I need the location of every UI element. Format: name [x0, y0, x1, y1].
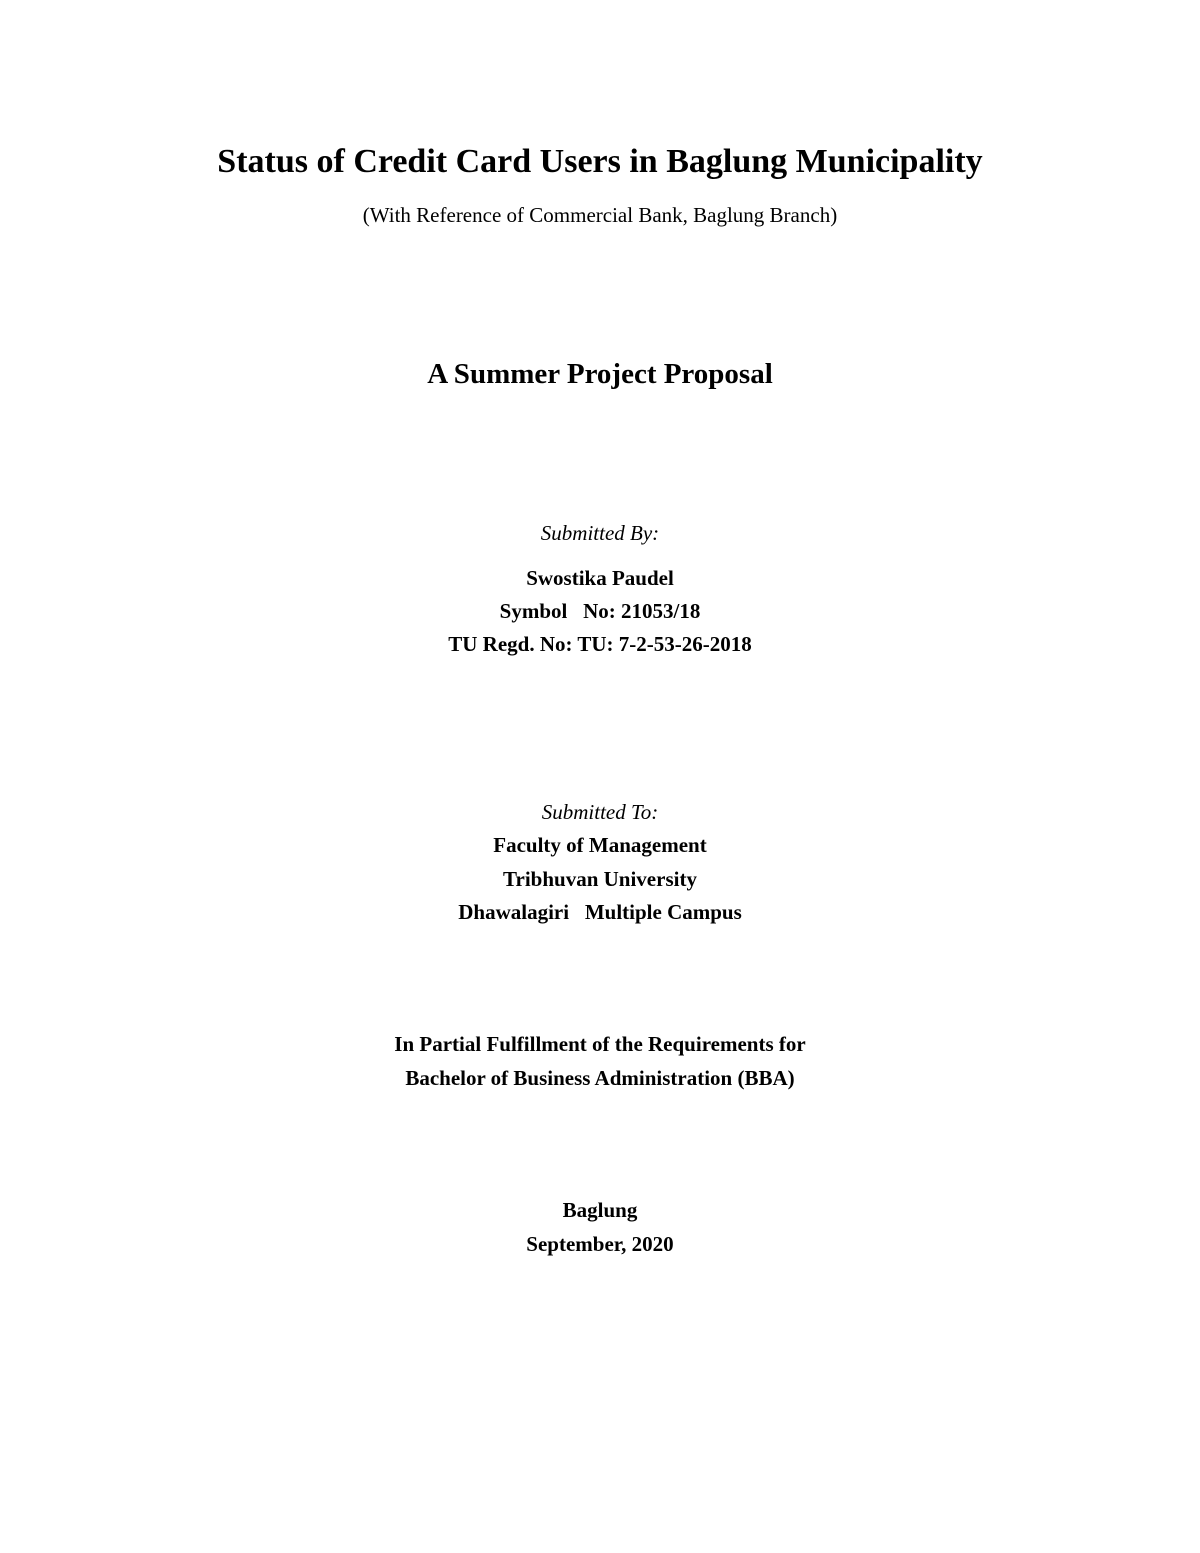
fulfillment-line-2: Bachelor of Business Administration (BBA): [405, 1066, 795, 1090]
faculty-name: Faculty of Management: [493, 833, 707, 857]
submission-date: September, 2020: [526, 1232, 674, 1256]
proposal-type: A Summer Project Proposal: [427, 358, 773, 390]
document-title: Status of Credit Card Users in Baglung Municipality: [217, 143, 983, 180]
document-subtitle: (With Reference of Commercial Bank, Baglung Branch): [362, 203, 838, 227]
university-name: Tribhuvan University: [503, 867, 697, 891]
submitted-to-label: Submitted To:: [541, 800, 659, 824]
fulfillment-line-1: In Partial Fulfillment of the Requirements for: [394, 1032, 806, 1056]
student-name: Swostika Paudel: [526, 566, 674, 590]
symbol-number: Symbol No: 21053/18: [499, 599, 701, 623]
campus-name: Dhawalagiri Multiple Campus: [458, 900, 742, 924]
place: Baglung: [562, 1198, 638, 1222]
tu-registration-number: TU Regd. No: TU: 7-2-53-26-2018: [448, 632, 752, 656]
submitted-by-label: Submitted By:: [540, 521, 660, 545]
